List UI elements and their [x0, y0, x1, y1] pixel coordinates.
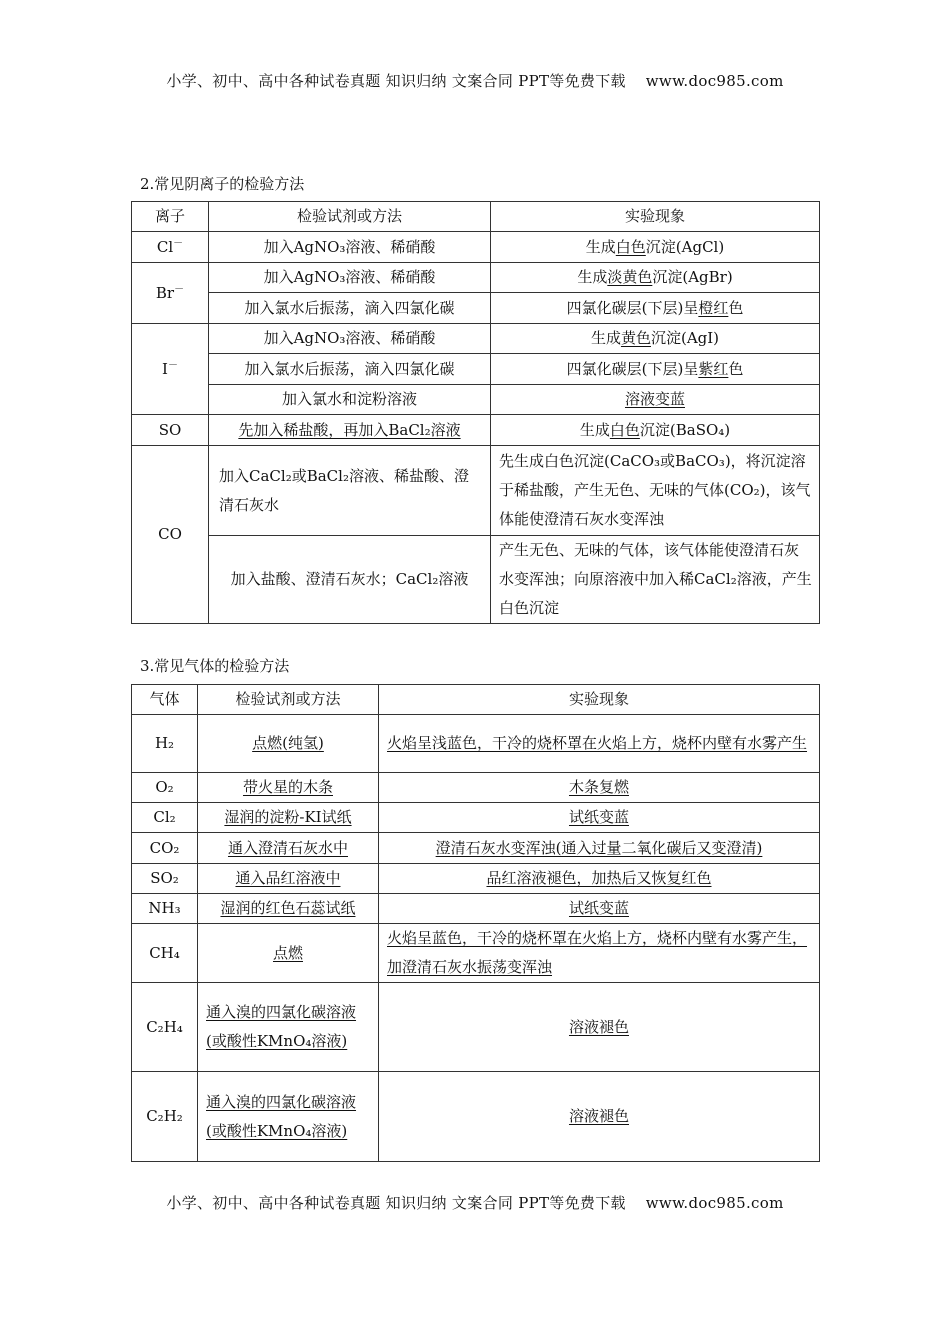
phenomenon-cell: 澄清石灰水变浑浊(通入过量二氧化碳后又变澄清): [379, 833, 820, 864]
phenomenon-cell: 生成白色沉淀(BaSO₄): [491, 415, 820, 446]
table-row: [132, 293, 820, 324]
phenomenon-cell: 溶液褪色: [379, 1072, 820, 1162]
ion-cell: Cl－: [132, 232, 209, 263]
method-cell: 湿润的红色石蕊试纸: [198, 894, 379, 924]
gas-cell: Cl₂: [132, 803, 198, 833]
col-header-method: 检验试剂或方法: [209, 202, 491, 232]
ion-cell: Br－: [132, 263, 209, 324]
gas-test-table: [131, 684, 820, 1162]
method-cell: 加入CaCl₂或BaCl₂溶液、稀盐酸、澄清石灰水: [209, 446, 491, 536]
anion-test-table: [131, 201, 820, 624]
table-row: [132, 263, 820, 293]
col-header-phenomenon: 实验现象: [379, 685, 820, 715]
method-cell: 加入AgNO₃溶液、稀硝酸: [209, 263, 491, 293]
ion-cell: I－: [132, 324, 209, 415]
table-header-row: [132, 685, 820, 715]
method-cell: 加入氯水后振荡，滴入四氯化碳: [209, 293, 491, 324]
method-cell: 加入AgNO₃溶液、稀硝酸: [209, 232, 491, 263]
header-url: www.doc985.com: [645, 72, 784, 90]
phenomenon-cell: 产生无色、无味的气体，该气体能使澄清石灰水变浑浊；向原溶液中加入稀CaCl₂溶液，产生白色沉淀: [491, 536, 820, 624]
phenomenon-cell: 先生成白色沉淀(CaCO₃或BaCO₃)，将沉淀溶于稀盐酸，产生无色、无味的气体(CO₂)，该气体能使澄清石灰水变浑浊: [491, 446, 820, 536]
method-cell: 通入品红溶液中: [198, 864, 379, 894]
gas-cell: C₂H₄: [132, 983, 198, 1072]
phenomenon-cell: 生成黄色沉淀(AgI): [491, 324, 820, 354]
method-cell: 点燃(纯氢): [198, 715, 379, 773]
col-header-method: 检验试剂或方法: [198, 685, 379, 715]
method-cell: 加入盐酸、澄清石灰水；CaCl₂溶液: [209, 536, 491, 624]
method-cell: 通入澄清石灰水中: [198, 833, 379, 864]
gas-cell: C₂H₂: [132, 1072, 198, 1162]
phenomenon-cell: 火焰呈浅蓝色，干冷的烧杯罩在火焰上方，烧杯内壁有水雾产生: [379, 715, 820, 773]
method-cell: 湿润的淀粉-KI试纸: [198, 803, 379, 833]
table-row: [132, 803, 820, 833]
footer-text: 小学、初中、高中各种试卷真题 知识归纳 文案合同 PPT等免费下载: [166, 1194, 626, 1212]
phenomenon-cell: 生成淡黄色沉淀(AgBr): [491, 263, 820, 293]
gas-cell: CH₄: [132, 924, 198, 983]
table-row: [132, 833, 820, 864]
ion-cell: SO: [132, 415, 209, 446]
table-row: [132, 385, 820, 415]
phenomenon-cell: 溶液褪色: [379, 983, 820, 1072]
table-row: [132, 894, 820, 924]
section-2-title: 2.常见阴离子的检验方法: [140, 175, 305, 193]
method-cell: 带火星的木条: [198, 773, 379, 803]
table-row: [132, 232, 820, 263]
header-text: 小学、初中、高中各种试卷真题 知识归纳 文案合同 PPT等免费下载: [166, 72, 626, 90]
table-row: [132, 1072, 820, 1162]
method-cell: 加入氯水后振荡，滴入四氯化碳: [209, 354, 491, 385]
phenomenon-cell: 四氯化碳层(下层)呈紫红色: [491, 354, 820, 385]
method-cell: 加入氯水和淀粉溶液: [209, 385, 491, 415]
phenomenon-cell: 品红溶液褪色，加热后又恢复红色: [379, 864, 820, 894]
table-row: [132, 924, 820, 983]
table-row: [132, 864, 820, 894]
table-row: [132, 415, 820, 446]
table-row: [132, 536, 820, 624]
ion-cell: CO: [132, 446, 209, 624]
gas-cell: NH₃: [132, 894, 198, 924]
method-cell: 通入溴的四氯化碳溶液(或酸性KMnO₄溶液): [198, 1072, 379, 1162]
gas-cell: CO₂: [132, 833, 198, 864]
method-cell: 加入AgNO₃溶液、稀硝酸: [209, 324, 491, 354]
section-3-title: 3.常见气体的检验方法: [140, 657, 290, 675]
footer-url: www.doc985.com: [645, 1194, 784, 1212]
phenomenon-cell: 试纸变蓝: [379, 803, 820, 833]
table-row: [132, 715, 820, 773]
table-row: [132, 983, 820, 1072]
table-row: [132, 324, 820, 354]
gas-cell: O₂: [132, 773, 198, 803]
table-header-row: [132, 202, 820, 232]
page-header: [0, 70, 950, 91]
method-cell: 先加入稀盐酸，再加入BaCl₂溶液: [209, 415, 491, 446]
col-header-gas: 气体: [132, 685, 198, 715]
method-cell: 点燃: [198, 924, 379, 983]
col-header-ion: 离子: [132, 202, 209, 232]
phenomenon-cell: 火焰呈蓝色，干冷的烧杯罩在火焰上方，烧杯内壁有水雾产生，加澄清石灰水振荡变浑浊: [379, 924, 820, 983]
phenomenon-cell: 生成白色沉淀(AgCl): [491, 232, 820, 263]
table-row: [132, 446, 820, 536]
table-row: [132, 354, 820, 385]
phenomenon-cell: 试纸变蓝: [379, 894, 820, 924]
col-header-phenomenon: 实验现象: [491, 202, 820, 232]
method-cell: 通入溴的四氯化碳溶液(或酸性KMnO₄溶液): [198, 983, 379, 1072]
gas-cell: SO₂: [132, 864, 198, 894]
gas-cell: H₂: [132, 715, 198, 773]
phenomenon-cell: 木条复燃: [379, 773, 820, 803]
table-row: [132, 773, 820, 803]
phenomenon-cell: 溶液变蓝: [491, 385, 820, 415]
page-footer: [0, 1192, 950, 1213]
phenomenon-cell: 四氯化碳层(下层)呈橙红色: [491, 293, 820, 324]
